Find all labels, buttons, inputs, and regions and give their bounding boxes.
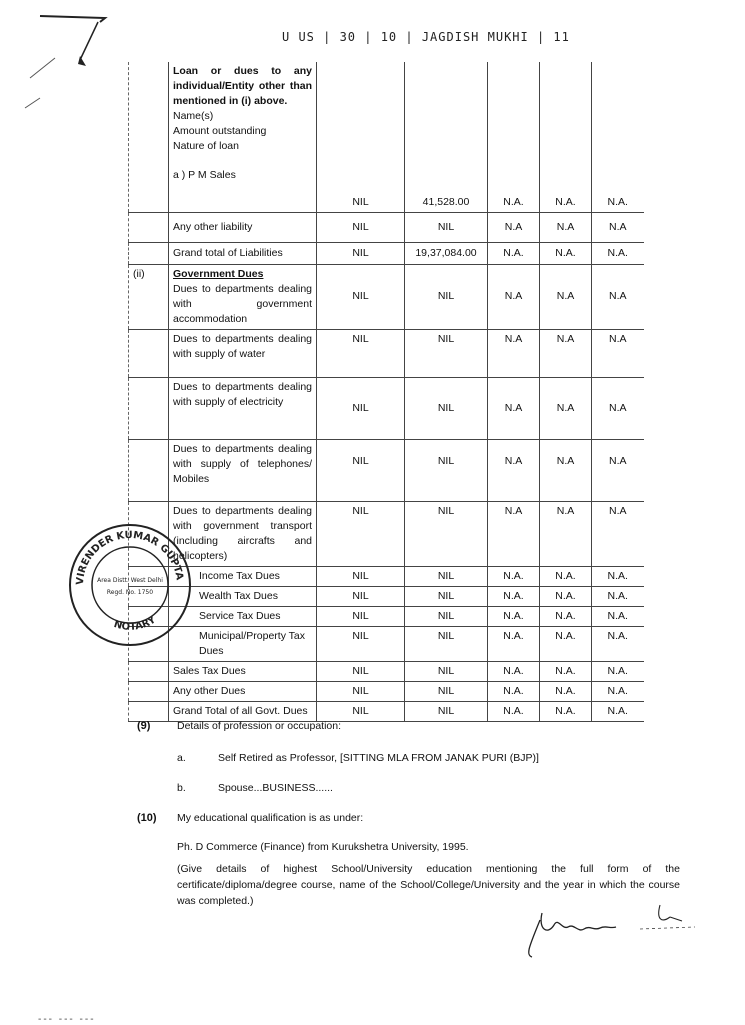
section-title: Details of profession or occupation: — [177, 720, 342, 732]
value-cell: N.A. — [488, 681, 540, 701]
value-cell: N.A. — [488, 586, 540, 606]
value-cell: N.A. — [540, 566, 592, 586]
svg-text:NOTARY — [112, 614, 158, 633]
value-cell: NIL — [405, 586, 488, 606]
value-cell: N.A — [540, 501, 592, 566]
description-cell: Grand total of Liabilities — [169, 242, 317, 264]
table-row — [129, 212, 644, 242]
value-cell: 41,528.00 — [405, 62, 488, 212]
value-cell: NIL — [317, 701, 405, 721]
value-cell: N.A. — [540, 701, 592, 721]
section-title: My educational qualification is as under: — [177, 812, 364, 824]
value-cell: NIL — [405, 566, 488, 586]
value-cell: NIL — [317, 586, 405, 606]
description-cell: Service Tax Dues — [169, 606, 317, 626]
description-cell: Dues to departments dealing with supply of telephones/ Mobiles — [169, 439, 317, 501]
liabilities-table — [128, 62, 644, 722]
value-cell: N.A. — [540, 586, 592, 606]
table-row — [129, 586, 644, 606]
table-row — [129, 439, 644, 501]
table-row — [129, 701, 644, 721]
description-cell: Loan or dues to any individual/Entity other than mentioned in (i) above. Name(s) Amount outstanding Nature of loan a ) P M Sales — [169, 62, 317, 212]
value-cell: N.A. — [540, 626, 592, 661]
value-cell: NIL — [317, 681, 405, 701]
value-cell: NIL — [405, 329, 488, 377]
value-cell: N.A — [540, 212, 592, 242]
section-number: (10) — [137, 812, 157, 824]
value-cell: N.A — [540, 264, 592, 329]
value-cell: NIL — [317, 606, 405, 626]
index-cell: (ii) — [129, 264, 169, 329]
value-cell: N.A. — [488, 62, 540, 212]
value-cell: 19,37,084.00 — [405, 242, 488, 264]
description-cell: Dues to departments dealing with government transport (including aircrafts and helicopters) — [169, 501, 317, 566]
value-cell: N.A. — [592, 606, 644, 626]
value-cell: N.A. — [592, 681, 644, 701]
item-label: b. — [177, 782, 186, 794]
table-row — [129, 62, 644, 212]
value-cell: N.A. — [488, 566, 540, 586]
value-cell: N.A — [488, 212, 540, 242]
value-cell: NIL — [317, 566, 405, 586]
table-row — [129, 681, 644, 701]
description-cell: Income Tax Dues — [169, 566, 317, 586]
value-cell: N.A. — [540, 242, 592, 264]
value-cell: NIL — [317, 377, 405, 439]
value-cell: N.A — [540, 377, 592, 439]
value-cell: N.A. — [540, 681, 592, 701]
table-row — [129, 661, 644, 681]
value-cell: NIL — [317, 501, 405, 566]
table-row — [129, 566, 644, 586]
value-cell: N.A. — [540, 62, 592, 212]
value-cell: NIL — [317, 264, 405, 329]
section-number: (9) — [137, 720, 151, 732]
value-cell: NIL — [405, 681, 488, 701]
stamp-regd: Regd. No. 1750 — [106, 589, 154, 596]
value-cell: NIL — [405, 212, 488, 242]
description-cell: Any other Dues — [169, 681, 317, 701]
value-cell: N.A. — [592, 62, 644, 212]
value-cell: N.A. — [592, 586, 644, 606]
stamp-area: Area Distt. West Delhi — [97, 577, 163, 584]
value-cell: NIL — [317, 62, 405, 212]
instruction-note: (Give details of highest School/University education mentioning the full form of the certificate/diploma/degree course, name of the School/College/University and the year in which the course was completed.) — [177, 863, 680, 907]
value-cell: N.A — [488, 377, 540, 439]
value-cell: N.A — [488, 501, 540, 566]
description-cell: Any other liability — [169, 212, 317, 242]
value-cell: NIL — [317, 212, 405, 242]
value-cell: N.A. — [592, 242, 644, 264]
value-cell: NIL — [317, 661, 405, 681]
value-cell: NIL — [405, 701, 488, 721]
description-cell: Dues to departments dealing with supply of water — [169, 329, 317, 377]
value-cell: N.A — [592, 501, 644, 566]
notary-stamp — [65, 520, 195, 650]
description-cell: Sales Tax Dues — [169, 661, 317, 681]
value-cell: NIL — [405, 377, 488, 439]
index-cell — [129, 62, 169, 212]
description-cell: Dues to departments dealing with supply of electricity — [169, 377, 317, 439]
value-cell: N.A. — [592, 566, 644, 586]
value-cell: N.A. — [488, 701, 540, 721]
value-cell: N.A — [592, 264, 644, 329]
table-row — [129, 501, 644, 566]
value-cell: N.A — [592, 329, 644, 377]
stamp-title: NOTARY — [112, 614, 158, 633]
value-cell: N.A — [592, 212, 644, 242]
table-row — [129, 626, 644, 661]
occupation-text: Self Retired as Professor, [SITTING MLA FROM JANAK PURI (BJP)] — [218, 752, 539, 764]
value-cell: NIL — [405, 264, 488, 329]
value-cell: N.A. — [540, 606, 592, 626]
value-cell: N.A. — [488, 626, 540, 661]
value-cell: N.A — [488, 439, 540, 501]
table-row — [129, 264, 644, 329]
value-cell: NIL — [405, 661, 488, 681]
corner-scribble — [10, 8, 120, 128]
value-cell: N.A — [592, 377, 644, 439]
value-cell: N.A — [488, 264, 540, 329]
table-row — [129, 377, 644, 439]
description-cell: Wealth Tax Dues — [169, 586, 317, 606]
item-label: a. — [177, 752, 186, 764]
value-cell: NIL — [405, 606, 488, 626]
value-cell: N.A — [540, 439, 592, 501]
value-cell: NIL — [405, 439, 488, 501]
value-cell: N.A. — [488, 242, 540, 264]
table-row — [129, 242, 644, 264]
table-row — [129, 329, 644, 377]
value-cell: NIL — [405, 501, 488, 566]
description-cell: Government Dues Dues to departments dealing with government accommodation — [169, 264, 317, 329]
value-cell: N.A — [488, 329, 540, 377]
value-cell: N.A. — [592, 661, 644, 681]
value-cell: NIL — [405, 626, 488, 661]
description-cell: Grand Total of all Govt. Dues — [169, 701, 317, 721]
description-cell: Municipal/Property Tax Dues — [169, 626, 317, 661]
value-cell: NIL — [317, 626, 405, 661]
value-cell: NIL — [317, 439, 405, 501]
value-cell: N.A. — [592, 626, 644, 661]
value-cell: N.A. — [488, 606, 540, 626]
stamp-name: VIRENDER KUMAR GUPTA — [74, 529, 185, 586]
value-cell: NIL — [317, 329, 405, 377]
value-cell: N.A. — [488, 661, 540, 681]
table-row — [129, 606, 644, 626]
signature — [520, 895, 700, 965]
spouse-occupation: Spouse...BUSINESS...... — [218, 782, 333, 794]
value-cell: N.A — [540, 329, 592, 377]
section-heading: Government Dues — [173, 267, 264, 280]
value-cell: NIL — [317, 242, 405, 264]
footer-dashes: --- --- --- — [38, 1014, 96, 1025]
value-cell: N.A — [592, 439, 644, 501]
handwritten-title: U US | 30 | 10 | JAGDISH MUKHI | 11 — [282, 30, 570, 44]
value-cell: N.A. — [540, 661, 592, 681]
value-cell: N.A. — [592, 701, 644, 721]
qualification-text: Ph. D Commerce (Finance) from Kurukshetra University, 1995. — [177, 841, 469, 853]
